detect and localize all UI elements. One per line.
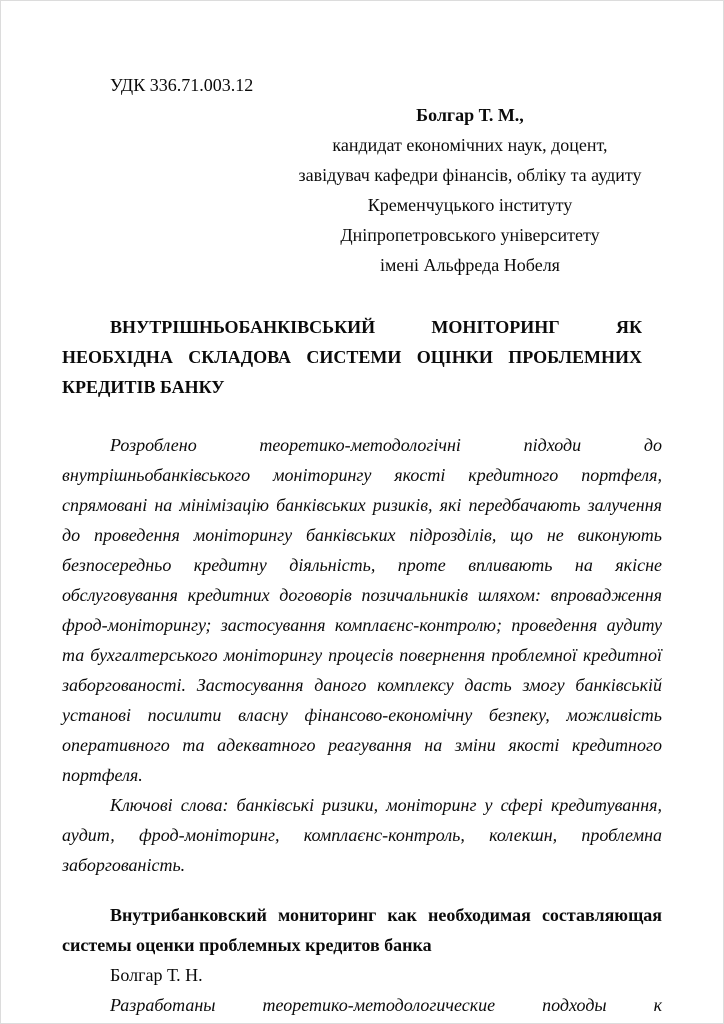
author-affiliation-named-after: імені Альфреда Нобеля (380, 255, 560, 275)
article-title-ua: ВНУТРІШНЬОБАНКІВСЬКИЙ МОНІТОРИНГ ЯК НЕОБХІДНА СКЛАДОВА СИСТЕМИ ОЦІНКИ ПРОБЛЕМНИХ КРЕДИТІВ БАНКУ (62, 317, 642, 397)
author-credential-position: завідувач кафедри фінансів, обліку та аудиту (298, 165, 642, 185)
author-name-ru: Болгар Т. Н. (110, 965, 203, 985)
author-block (278, 100, 662, 280)
author-credential-degree: кандидат економічних наук, доцент, (332, 135, 608, 155)
abstract-ua: Розроблено теоретико-методологічні підходи до внутрішньобанківського моніторингу якості кредитного портфеля, спрямовані на мінімізацію банківських ризиків, які передбачають залучення до проведення моніторингу банківських підрозділів, що не виконують безпосередньо кредитну діяльність, проте впливають на якісне обслуговування кредитних договорів позичальників шляхом: впровадження фрод-моніторингу; застосування комплаєнс-контролю; проведення аудиту та бухгалтерського моніторингу процесів повернення проблемної кредитної заборгованості. Застосування даного комплексу дасть змогу банківській установі посилити власну фінансово-економічну безпеку, можливість оперативного та адекватного реагування на зміни якості кредитного портфеля. (62, 435, 662, 785)
article-title-ru: Внутрибанковский мониторинг как необходимая составляющая системы оценки проблемных кредитов банка (62, 905, 662, 955)
author-affiliation-institute: Кременчуцького інституту (367, 195, 573, 215)
udc-code: УДК 336.71.003.12 (110, 75, 254, 95)
keywords-ua (62, 790, 662, 880)
author-name: Болгар Т. М., (416, 105, 524, 125)
abstract-ru-first-line: Разработаны теоретико-методологические подходы к (110, 995, 662, 1015)
keywords-ua-text: банківські ризики, моніторинг у сфері кредитування, аудит, фрод-моніторинг, комплаєнс-контроль, колекшн, проблемна заборгованість. (62, 795, 662, 875)
keywords-ua-label: Ключові слова: (110, 795, 229, 815)
author-affiliation-university: Дніпропетровського університету (340, 225, 600, 245)
